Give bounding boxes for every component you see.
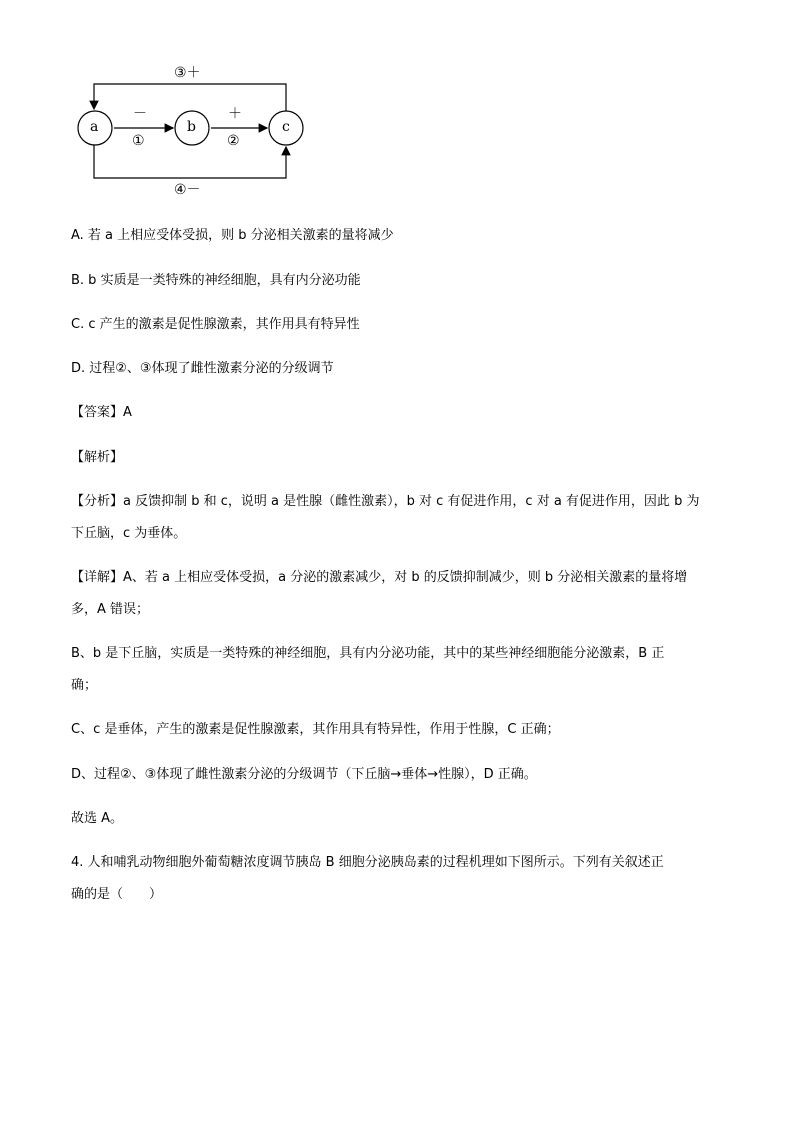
edge-2-sign: ＋ [228,106,242,122]
analysis-header: 【解析】 [71,450,124,465]
detail-a-line-1: 【详解】A、若 a 上相应受体受损，a 分泌的激素减少，对 b 的反馈抑制减少，则 b 分泌相关激素的量将增 [71,570,688,585]
option-a: A. 若 a 上相应受体受损，则 b 分泌相关激素的量将减少 [71,228,394,243]
option-d: D. 过程②、③体现了雌性激素分泌的分级调节 [71,361,334,376]
answer: 【答案】A [71,405,132,420]
edge-4-label: ④－ [174,182,201,198]
analysis-line-2: 下丘脑，c 为垂体。 [71,526,187,541]
question-4-line-2: 确的是（ ） [71,887,163,902]
edge-3-arrow [94,84,286,111]
feedback-diagram [70,60,320,200]
edge-1-number: ① [132,133,145,149]
detail-a-line-2: 多，A 错误； [71,602,150,617]
edge-2-number: ② [227,133,240,149]
option-c: C. c 产生的激素是促性腺激素，其作用具有特异性 [71,317,360,332]
analysis-line-1: 【分析】a 反馈抑制 b 和 c，说明 a 是性腺（雌性激素），b 对 c 有促进作用，c 对 a 有促进作用，因此 b 为 [71,494,700,509]
option-b: B. b 实质是一类特殊的神经细胞，具有内分泌功能 [71,273,361,288]
node-c-label: c [282,119,290,135]
detail-c: C、c 是垂体，产生的激素是促性腺激素，其作用具有特异性，作用于性腺，C 正确； [71,722,560,737]
edge-3-label: ③＋ [174,65,201,81]
conclusion: 故选 A。 [71,811,124,826]
detail-b-line-1: B、b 是下丘脑，实质是一类特殊的神经细胞，具有内分泌功能，其中的某些神经细胞能分泌激素，B 正 [71,646,665,661]
node-b-label: b [187,119,196,135]
node-a-label: a [90,119,99,135]
detail-d: D、过程②、③体现了雌性激素分泌的分级调节（下丘脑→垂体→性腺），D 正确。 [71,767,537,782]
edge-4-arrow [94,145,286,178]
detail-b-line-2: 确； [71,678,98,693]
question-4-line-1: 4. 人和哺乳动物细胞外葡萄糖浓度调节胰岛 B 细胞分泌胰岛素的过程机理如下图所示。下列有关叙述正 [71,855,664,870]
edge-1-sign: － [133,106,147,122]
